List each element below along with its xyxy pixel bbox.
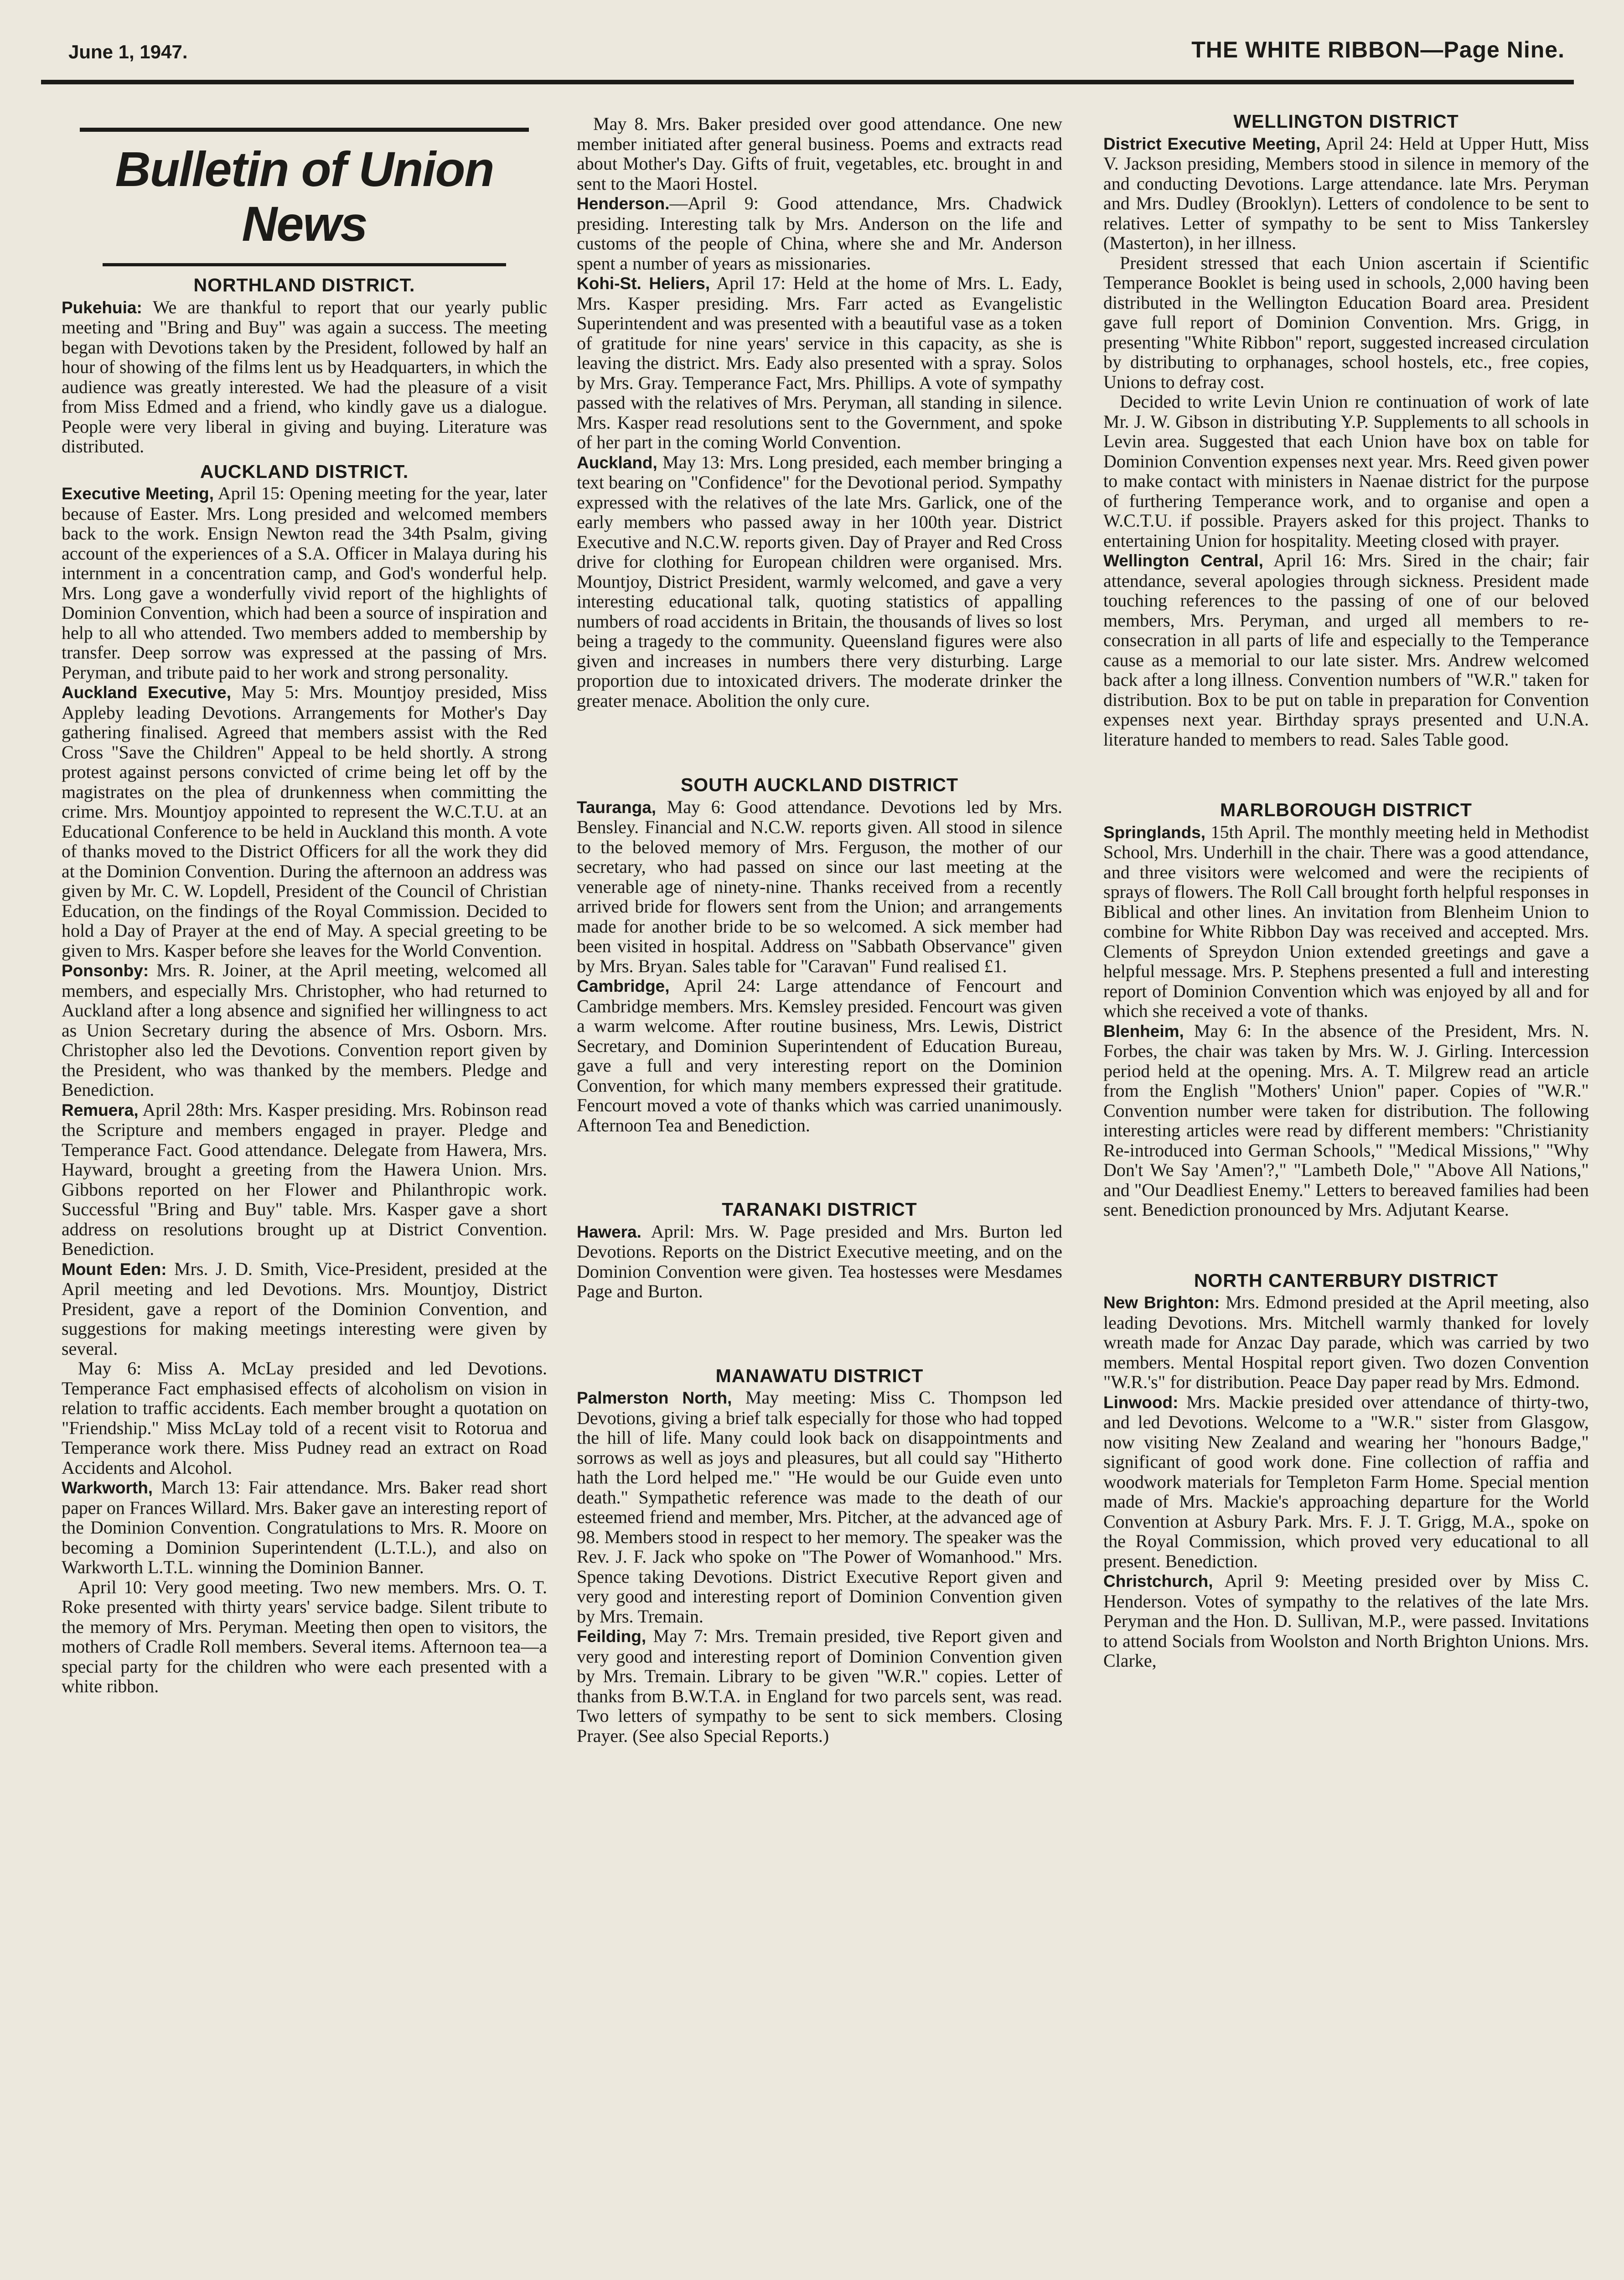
spacer xyxy=(577,710,1062,770)
south-auckland-heading: SOUTH AUCKLAND DISTRICT xyxy=(680,774,959,795)
manawatu-heading: MANAWATU DISTRICT xyxy=(715,1365,924,1386)
report-lead: Pukehuia: xyxy=(62,298,142,317)
masthead-top-rule xyxy=(80,128,529,132)
report-mount-eden xyxy=(62,1259,547,1359)
report-blenheim xyxy=(1103,1021,1589,1220)
report-executive xyxy=(62,483,547,682)
report-lead: Linwood: xyxy=(1103,1393,1179,1412)
report-wellington-central xyxy=(1103,550,1589,749)
report-mount-eden-may: May 6: Miss A. McLay presided and led Devotions. Temperance Fact emphasised effects of alcoholism on vision in relation to traffic accidents. Each member brought a quotation on "Friendship." Miss McLay told of a recent visit to Rotorua and Temperance work there. Miss Pudney read an extract on Road Accidents and Alcohol. xyxy=(62,1358,547,1478)
report-wellington-levin: Decided to write Levin Union re continuation of work of late Mr. J. W. Gibson in distributing Y.P. Supplements to all schools in Levin area. Suggested that each Union have box on table for Dominion Convention expenses next year. Mrs. Reed given power to make contact with ministers in Naenae district for the purpose of furthering Temperance work, and to organise and open a W.C.T.U. if possible. Prayers asked for this project. Thanks to entertaining Union for hospitality. Meeting closed with prayer. xyxy=(1103,391,1589,551)
report-text: May 6: In the absence of the President, Mrs. N. Forbes, the chair was taken by Mrs. W. J. Girling. Intercession period held at the opening. Mrs. A. T. Milgrew read an article from the English "Mothers' Union" paper. Copies of "W.R." Convention number were taken for distribution. The following interesting articles were read by different members: "Christianity Re-introduced into German Schools," "Medical Missions," "Why Don't We Say 'Amen'?," "Lambeth Dole," "Above All Nations," and "Our Deadliest Enemy." Letters to bereaved families had been sent. Benediction pronounced by Mrs. Adjutant Kearse. xyxy=(1103,1020,1589,1220)
report-text: We are thankful to report that our yearly public meeting and "Bring and Buy" was again a success. The meeting began with Devotions taken by the President, followed by half an hour of showing of the films lent us by Headquarters, in which the audience was greatly interested. We had the pleasure of a visit from Miss Edmed and a friend, who kindly gave us a dialogue. People were very liberal in giving and buying. Literature was distributed. xyxy=(62,296,547,456)
taranaki-heading: TARANAKI DISTRICT xyxy=(722,1199,917,1220)
report-warkworth-april: April 10: Very good meeting. Two new members. Mrs. O. T. Roke presented with thirty years' service badge. Silent tribute to the memory of Mrs. Peryman. Meeting then open to visitors, the mothers of Cradle Roll members. Several items. Afternoon tea—a special party for the children who were each presented with a white ribbon. xyxy=(62,1576,547,1696)
report-text: Mrs. Mackie presided over attendance of thirty-two, and led Devotions. Welcome to a "W.R." sister from Glasgow, now visiting New Zealand and wearing her "honours Badge," significant of good work done. Fine collection of raffia and woodwork materials for Templeton Farm Home. Special mention made of Mrs. Mackie's approaching departure for the World Convention at Asbury Park. Mrs. F. J. T. Grigg, M.A., spoke on the Royal Commission, which proved very educational to all present. Benediction. xyxy=(1103,1391,1589,1571)
masthead-bottom-rule xyxy=(103,263,506,266)
report-lead: New Brighton: xyxy=(1103,1293,1220,1312)
report-text: May 7: Mrs. Tremain presided, tive Report given and very good and interesting report of Dominion Convention given by Mrs. Tremain. Library to be given "W.R." copies. Letter of thanks from B.W.T.A. in England for two parcels sent, was read. Two letters of sympathy to be sent to sick members. Closing Prayer. (See also Special Reports.) xyxy=(577,1626,1062,1746)
report-henderson xyxy=(577,193,1062,273)
report-district-executive xyxy=(1103,134,1589,253)
report-text: —April 9: Good attendance, Mrs. Chadwick presiding. Interesting talk by Mrs. Anderson on the life and customs of the people of China, where she and Mr. Anderson spent a number of years as missionaries. xyxy=(577,193,1062,274)
page-header xyxy=(64,32,1569,73)
report-hawera xyxy=(577,1222,1062,1301)
header-rule xyxy=(41,80,1574,84)
report-new-brighton xyxy=(1103,1292,1589,1392)
report-linwood xyxy=(1103,1392,1589,1571)
report-lead: Auckland Executive, xyxy=(62,683,232,702)
report-text: Mrs. R. Joiner, at the April meeting, welcomed all members, and especially Mrs. Christopher, who had returned to Auckland after a long absence and signified her willingness to act as Union Secretary during the absence of Mrs. Osborn. Mrs. Christopher also led the Devotions. Convention report given by the President, who was thanked by the members. Pledge and Benediction. xyxy=(62,960,547,1100)
report-lead: Remuera, xyxy=(62,1100,139,1119)
report-lead: Cambridge, xyxy=(577,977,670,995)
report-lead: Ponsonby: xyxy=(62,961,149,980)
report-lead: Palmerston North, xyxy=(577,1389,732,1407)
report-warkworth xyxy=(62,1477,547,1577)
spacer xyxy=(577,1135,1062,1194)
north-canterbury-heading: NORTH CANTERBURY DISTRICT xyxy=(1194,1270,1499,1291)
report-remuera xyxy=(62,1100,547,1259)
report-lead: Kohi-St. Heliers, xyxy=(577,274,710,293)
report-palmerston-north xyxy=(577,1388,1062,1626)
report-lead: Christchurch, xyxy=(1103,1572,1213,1591)
report-lead: Blenheim, xyxy=(1103,1021,1184,1041)
report-lead: District Executive Meeting, xyxy=(1103,134,1321,153)
report-lead: Mount Eden: xyxy=(62,1259,167,1279)
report-lead: Warkworth, xyxy=(62,1478,153,1497)
report-cambridge xyxy=(577,976,1062,1135)
report-lead: Feilding, xyxy=(577,1627,646,1646)
report-springlands xyxy=(1103,822,1589,1021)
report-text: May 13: Mrs. Long presided, each member bringing a text bearing on "Confidence" for the Devotional period. Sympathy expressed with the relatives of the late Mrs. Garlick, one of the early members who passed away in her 100th year. District Executive and N.C.W. reports given. Day of Prayer and Red Cross drive for clothing for European children were organised. Mrs. Mountjoy, District President, warmly welcomed, and gave a very interesting educational talk, quoting statistics of appalling numbers of road accidents in Britain, the thousands of lives so lost being a tragedy to the community. Queensland figures were also given and increases in numbers there very disturbing. Large proportion due to intoxicated drivers. The moderate drinker the greater menace. Abolition the only cure. xyxy=(577,451,1062,711)
bulletin-masthead xyxy=(62,128,547,266)
report-text: March 13: Fair attendance. Mrs. Baker read short paper on Frances Willard. Mrs. Baker gave an interesting report of the Dominion Convention. Congratulations to Mrs. R. Moore on becoming a Dominion Superintendent (L.T.L.), and also on Warkworth L.T.L. winning the Dominion Banner. xyxy=(62,1477,547,1577)
report-lead: Auckland, xyxy=(577,453,657,472)
report-text: April 17: Held at the home of Mrs. L. Eady, Mrs. Kasper presiding. Mrs. Farr acted as Evangelistic Superintendent and was presented with a beautiful vase as a token of gratitude for nine years' service in this capacity, as she is leaving the district. Mrs. Eady also presented with a spray. Solos by Mrs. Gray. Temperance Fact, Mrs. Phillips. A vote of sympathy passed with the relatives of Mrs. Peryman, all standing in silence. Mrs. Kasper read resolutions sent to the Government, and spoke of her part in the coming World Convention. xyxy=(577,273,1062,452)
report-feilding xyxy=(577,1626,1062,1746)
auckland-heading: AUCKLAND DISTRICT. xyxy=(200,461,409,482)
report-warkworth-may: May 8. Mrs. Baker presided over good attendance. One new member initiated after general business. Poems and extracts read about Mother's Day. Gifts of fruit, vegetables, etc. brought in and sent to the Maori Hostel. xyxy=(577,114,1062,194)
report-text: April 16: Mrs. Sired in the chair; fair attendance, several apologies through sickness. President made touching references to the passing of one of our beloved members, Mrs. Peryman, and urged all members to re-consecration in all parts of life and especially to the Temperance cause as a memorial to our late sister. Mrs. Andrew welcomed back after a long illness. Convention numbers of "W.R." taken for distribution. Box to be put on table in preparation for Convention expenses next year. Birthday sprays presented and U.N.A. literature handed to members to read. Sales Table good. xyxy=(1103,550,1589,750)
report-auckland xyxy=(577,452,1062,711)
column-1 xyxy=(62,114,547,1696)
issue-date: June 1, 1947. xyxy=(68,41,188,62)
bulletin-title: Bulletin of Union News xyxy=(115,141,494,251)
report-text: April: Mrs. W. Page presided and Mrs. Burton led Devotions. Reports on the District Executive meeting, and on the Dominion Convention were given. Tea hostesses were Mesdames Page and Burton. xyxy=(577,1221,1062,1301)
report-wellington-president: President stressed that each Union ascertain if Scientific Temperance Booklet is being used in schools, 2,000 having been distributed in the Wellington Education Board area. President gave full report of Dominion Convention. Mrs. Grigg, in presenting "White Ribbon" report, suggested increased circulation by distributing to orphanages, school hostels, etc., free copies, Unions to defray cost. xyxy=(1103,252,1589,392)
report-text: April 15: Opening meeting for the year, later because of Easter. Mrs. Long presided and welcomed members back to the work. Ensign Newton read the 34th Psalm, giving account of the experiences of a S.A. Officer in Malaya during his internment in a concentration camp, and God's wonderful help. Mrs. Long gave a wonderfully vivid report of the highlights of Dominion Convention, which had been a source of inspiration and help to all who attended. Two members added to membership by transfer. Deep sorrow was expressed at the passing of Mrs. Peryman, and tribute paid to her work and strong personality. xyxy=(62,483,547,683)
northland-heading: NORTHLAND DISTRICT. xyxy=(193,275,415,295)
report-text: April 28th: Mrs. Kasper presiding. Mrs. Robinson read the Scripture and members engaged in prayer. Pledge and Temperance Fact. Good attendance. Delegate from Hawera, Mrs. Hayward, brought a greeting from the Hawera Union. Mrs. Gibbons reported on her Flower and Philanthropic work. Successful "Bring and Buy" table. Mrs. Kasper gave a short address on resolutions brought up at District Convention. Benediction. xyxy=(62,1099,547,1259)
report-ponsonby xyxy=(62,960,547,1100)
report-lead: Tauranga, xyxy=(577,798,657,817)
report-lead: Springlands, xyxy=(1103,823,1206,842)
report-auckland-executive xyxy=(62,682,547,960)
report-christchurch xyxy=(1103,1571,1589,1671)
spacer xyxy=(1103,749,1589,795)
report-text: 15th April. The monthly meeting held in Methodist School, Mrs. Underhill in the chair. There was a good attendance, and three visitors were welcomed and were the recipients of sprays of flowers. The Roll Call brought forth helpful responses in Biblical and other lines. An invitation from Blenheim Union to combine for White Ribbon Day was received and accepted. Mrs. Clements of Spreydon Union extended greetings and gave a helpful message. Mrs. P. Stephens presented a full and interesting report of Dominion Convention which was enjoyed by all and for which she received a vote of thanks. xyxy=(1103,821,1589,1021)
report-pukehuia xyxy=(62,297,547,456)
marlborough-heading: MARLBOROUGH DISTRICT xyxy=(1220,799,1472,820)
report-text: April 9: Meeting presided over by Miss C. Henderson. Votes of sympathy to the relatives of the late Mrs. Peryman and the Hon. D. Sullivan, M.P., were passed. Invitations to attend Socials from Woolston and North Brighton Unions. Mrs. Clarke, xyxy=(1103,1570,1589,1671)
report-text: May meeting: Miss C. Thompson led Devotions, giving a brief talk especially for those who had topped the hill of life. Many could look back on disappointments and sorrows as well as joys and pleasures, but all could say "Hitherto hath the Lord helped me." "He would be our Guide even unto death." Sympathetic reference was made to the death of our esteemed friend and member, Mrs. Pitcher, at the advanced age of 98. Members stood in respect to her memory. The speaker was the Rev. J. F. Jack who spoke on "The Power of Womanhood." Mrs. Spence taking Devotions. District Executive Report given and very good and interesting report of Dominion Convention given by Mrs. Tremain. xyxy=(577,1387,1063,1627)
column-2 xyxy=(577,114,1062,1746)
report-text: May 6: Good attendance. Devotions led by Mrs. Bensley. Financial and N.C.W. reports given. All stood in silence to the beloved memory of Mrs. Ferguson, the mother of our secretary, who had passed on since our last meeting at the venerable age of ninety-nine. Thanks received from a recently arrived bride for flowers sent from the Union; and arrangements made for another bride to be so welcomed. A sick member had been visited in hospital. Address on "Sabbath Observance" given by Mrs. Bryan. Sales table for "Caravan" Fund realised £1. xyxy=(577,796,1062,976)
spacer xyxy=(1103,1220,1589,1265)
report-lead: Executive Meeting, xyxy=(62,484,214,503)
report-lead: Hawera. xyxy=(577,1222,641,1241)
report-kohi-st-heliers xyxy=(577,273,1062,452)
publication-title: THE WHITE RIBBON—Page Nine. xyxy=(1191,37,1565,62)
spacer xyxy=(577,1301,1062,1361)
column-3 xyxy=(1103,112,1589,1671)
report-tauranga xyxy=(577,797,1062,976)
report-text: May 5: Mrs. Mountjoy presided, Miss Appleby leading Devotions. Arrangements for Mother's Day gathering finalised. Agreed that members assist with the Red Cross "Save the Children" Appeal to be held shortly. A strong protest against persons convicted of crime being let off by the magistrates on the plea of drunkenness when committing the crime. Mrs. Mountjoy appointed to represent the W.C.T.U. at an Educational Conference to be held in Auckland this month. A vote of thanks moved to the District Officers for all the work they did at the Dominion Convention. During the afternoon an address was given by Mr. C. W. Lopdell, President of the Council of Christian Education, on the findings of the Royal Commission. Decided to hold a Day of Prayer at the end of May. A special greeting to be given to Mrs. Kasper before she leaves for the World Convention. xyxy=(62,682,547,961)
wellington-heading: WELLINGTON DISTRICT xyxy=(1233,111,1459,132)
report-text: April 24: Large attendance of Fencourt and Cambridge members. Mrs. Kemsley presided. Fencourt was given a warm welcome. After routine business, Mrs. Lewis, District Secretary, and Dominion Superintendent of Education Bureau, gave a full and very interesting report on the Dominion Convention, for which many members expressed their gratitude. Fencourt moved a vote of thanks which was carried unanimously. Afternoon Tea and Benediction. xyxy=(577,975,1062,1135)
report-text: Mrs. J. D. Smith, Vice-President, presided at the April meeting and led Devotions. Mrs. Mountjoy, District President, gave a report of the Dominion Convention, and suggestions for making meetings interesting were given by several. xyxy=(62,1258,547,1359)
report-lead: Wellington Central, xyxy=(1103,551,1263,570)
report-lead: Henderson. xyxy=(577,194,670,213)
report-text: Mrs. Edmond presided at the April meeting, also leading Devotions. Mrs. Mitchell warmly thanked for lovely wreath made for Anzac Day parade, which was carried by two members. Mental Hospital report given. Two dozen Convention "W.R.'s" for distribution. Peace Day paper read by Mrs. Edmond. xyxy=(1103,1292,1589,1392)
report-text: April 24: Held at Upper Hutt, Miss V. Jackson presiding, Members stood in silence in memory of the and conducting Devotions. Large attendance. late Mrs. Peryman and Mrs. Dudley (Brooklyn). Letters of condolence to be sent to relatives. Letter of sympathy to be sent to Miss Tankersley (Masterton), in her illness. xyxy=(1103,133,1589,253)
